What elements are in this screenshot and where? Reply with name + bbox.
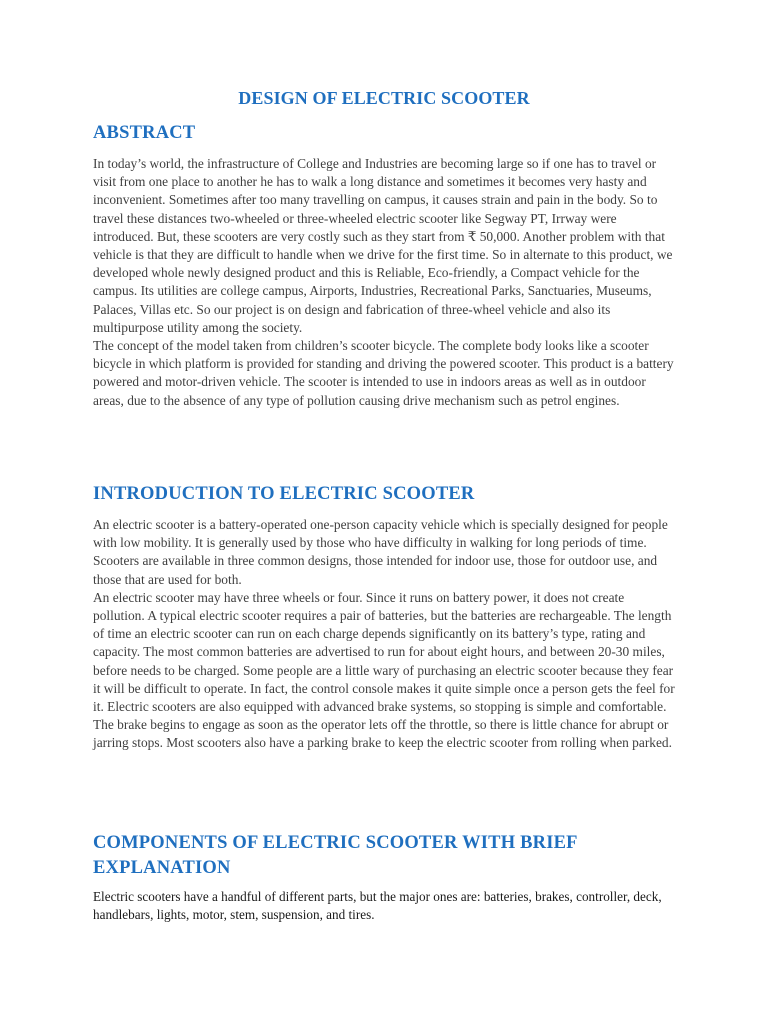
- abstract-paragraph-2: The concept of the model taken from children’s scooter bicycle. The complete body looks like a scooter bicycle in which platform is provided for standing and driving the powered scooter. This product is a battery powered and motor-driven vehicle. The scooter is intended to use in indoors areas as well as in outdoor areas, due to the absence of any type of pollution causing drive mechanism such as petrol engines.: [93, 338, 674, 408]
- introduction-paragraph-2: An electric scooter may have three wheels or four. Since it runs on battery power, it does not create pollution. A typical electric scooter requires a pair of batteries, but the batteries are rechargeable. The length of time an electric scooter can run on each charge depends significantly on its battery’s type, rating and capacity. The most common batteries are advertised to run for about eight hours, and between 20-30 miles, before needs to be charged. Some people are a little wary of purchasing an electric scooter because they fear it will be difficult to operate. In fact, the control console makes it quite simple once a person gets the feel for it. Electric scooters are also equipped with advanced brake systems, so stopping is simple and comfortable. The brake begins to engage as soon as the operator lets off the throttle, so there is little chance for abrupt or jarring stops. Most scooters also have a parking brake to keep the electric scooter from rolling when parked.: [93, 589, 675, 751]
- components-body: [93, 888, 677, 924]
- introduction-heading: INTRODUCTION TO ELECTRIC SCOOTER: [93, 484, 475, 504]
- components-paragraph-1: Electric scooters have a handful of different parts, but the major ones are: batteries, brakes, controller, deck, handlebars, lights, motor, stem, suspension, and tires.: [93, 889, 662, 923]
- components-heading: COMPONENTS OF ELECTRIC SCOOTER WITH BRIEF EXPLANATION: [93, 833, 577, 878]
- introduction-paragraph-1: An electric scooter is a battery-operated one-person capacity vehicle which is specially designed for people with low mobility. It is generally used by those who have difficulty in walking for long periods of time. Scooters are available in three common designs, those intended for indoor use, those for outdoor use, and those that are used for both.: [93, 517, 668, 587]
- introduction-body: [93, 516, 677, 753]
- document-page: [93, 0, 683, 1024]
- abstract-heading: ABSTRACT: [93, 123, 196, 143]
- abstract-paragraph-1: In today’s world, the infrastructure of College and Industries are becoming large so if one has to travel or visit from one place to another he has to walk a long distance and sometimes it becomes very hasty and inconvenient. Sometimes after too many travelling on campus, it causes strain and pain in the body. So to travel these distances two-wheeled or three-wheeled electric scooter like Segway PT, Irrway were introduced. But, these scooters are very costly such as they start from ₹ 50,000. Another problem with that vehicle is that they are difficult to handle when we drive for the first time. So in alternate to this product, we developed whole newly designed product and this is Reliable, Eco-friendly, a Compact vehicle for the campus. Its utilities are college campus, Airports, Industries, Recreational Parks, Sanctuaries, Museums, Palaces, Villas etc. So our project is on design and fabrication of three-wheel vehicle and also its multipurpose utility among the society.: [93, 156, 673, 335]
- document-title: DESIGN OF ELECTRIC SCOOTER: [238, 88, 530, 108]
- abstract-body: [93, 155, 677, 410]
